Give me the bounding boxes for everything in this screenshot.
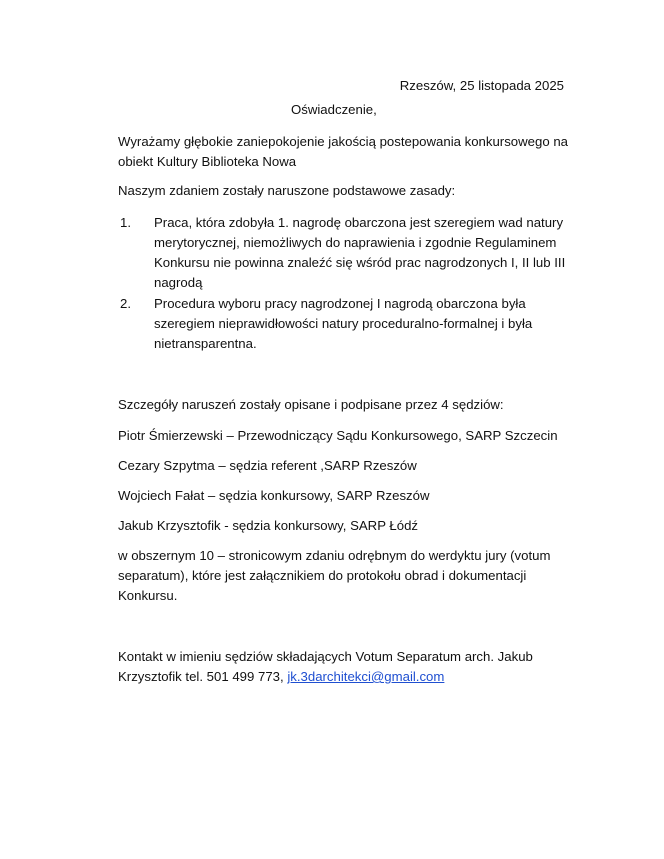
judges-list bbox=[118, 426, 558, 546]
list-item-number: 2. bbox=[120, 296, 131, 311]
date-line: Rzeszów, 25 listopada 2025 bbox=[399, 78, 564, 93]
outro-paragraph: w obszernym 10 – stronicowym zdaniu odrębnym do werdyktu jury (votum separatum), które jest załącznikiem do protokołu obrad i dokumentacji Konkursu. bbox=[118, 548, 551, 603]
judge-line: Cezary Szpytma – sędzia referent ,SARP Rzeszów bbox=[118, 458, 417, 473]
contact-paragraph bbox=[118, 647, 558, 687]
intro-paragraph: Wyrażamy głębokie zaniepokojenie jakością postepowania konkursowego na obiekt Kultury Biblioteka Nowa bbox=[118, 134, 568, 169]
list-item-text: Praca, która zdobyła 1. nagrodę obarczona jest szeregiem wad natury merytorycznej, niemożliwych do naprawienia i zgodnie Regulaminem Konkursu nie powinna znaleźć się wśród prac nagrodzonych I, II lub III nagrodą bbox=[154, 215, 566, 290]
email-link[interactable]: jk.3darchitekci@gmail.com bbox=[287, 669, 445, 684]
list-item bbox=[118, 213, 568, 293]
details-intro: Szczegóły naruszeń zostały opisane i podpisane przez 4 sędziów: bbox=[118, 397, 504, 412]
judge-line: Jakub Krzysztofik - sędzia konkursowy, SARP Łódź bbox=[118, 518, 419, 533]
document-title: Oświadczenie, bbox=[291, 102, 377, 117]
contact-text: Kontakt w imieniu sędziów składających Votum Separatum arch. Jakub Krzysztofik tel. 501 499 773, bbox=[118, 649, 533, 684]
list-item-number: 1. bbox=[120, 215, 131, 230]
principles-lead: Naszym zdaniem zostały naruszone podstawowe zasady: bbox=[118, 183, 456, 198]
judge-line: Piotr Śmierzewski – Przewodniczący Sądu Konkursowego, SARP Szczecin bbox=[118, 428, 558, 443]
principles-list bbox=[118, 213, 568, 354]
judge-line: Wojciech Fałat – sędzia konkursowy, SARP Rzeszów bbox=[118, 488, 430, 503]
list-item bbox=[118, 294, 568, 354]
list-item-text: Procedura wyboru pracy nagrodzonej I nagrodą obarczona była szeregiem nieprawidłowości natury proceduralno-formalnej i była nietransparentna. bbox=[154, 296, 533, 351]
